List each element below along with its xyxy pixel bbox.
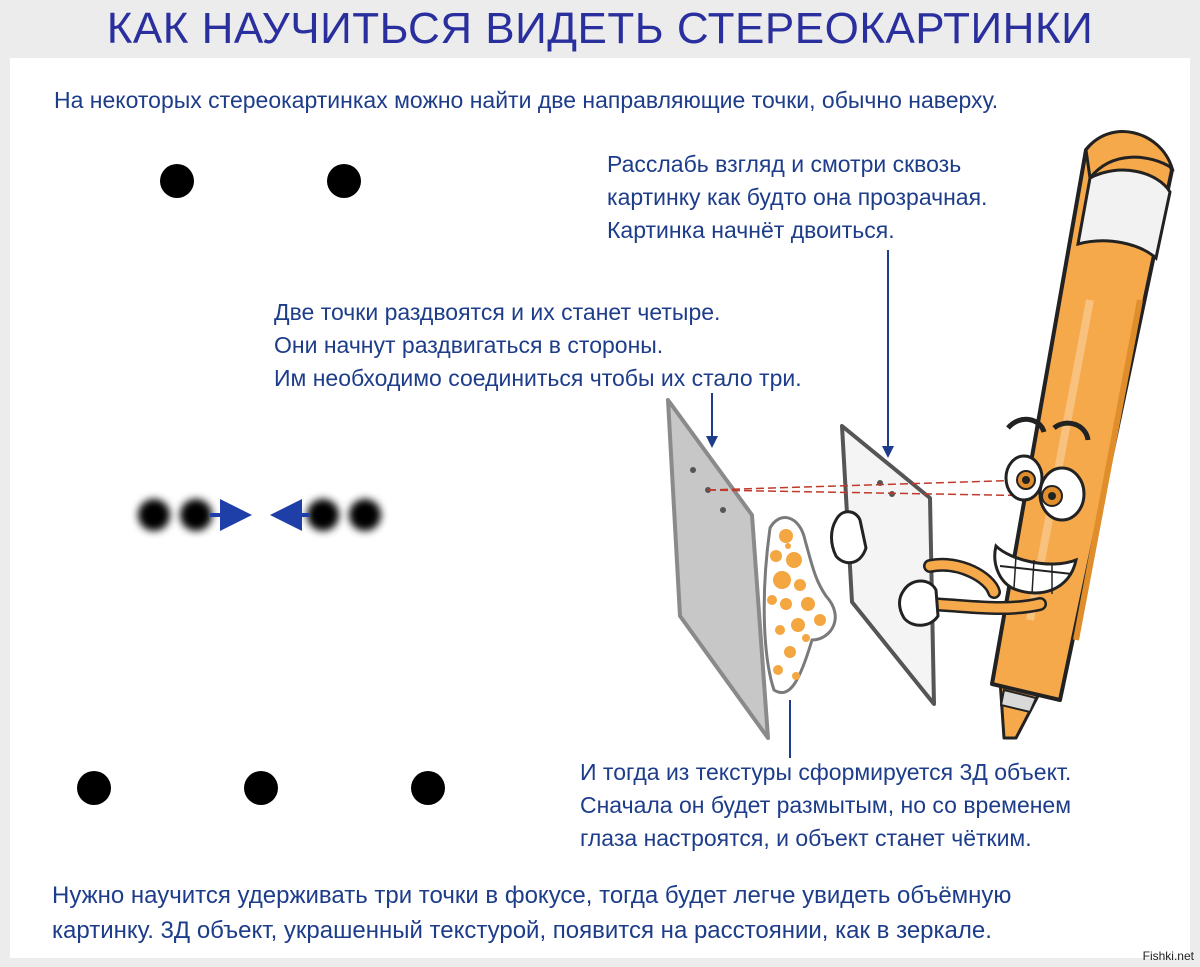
focused-dot-3 — [411, 771, 445, 805]
object-instruction — [580, 756, 1071, 855]
guide-dot-left — [160, 164, 194, 198]
conclusion-text — [52, 878, 1011, 948]
watermark: Fishki.net — [1142, 949, 1194, 963]
focused-dot-1 — [77, 771, 111, 805]
object-line-2: Сначала он будет размытым, но со временем — [580, 792, 1072, 818]
dots-line-2: Они начнут раздвигаться в стороны. — [274, 332, 664, 358]
blurred-dot-2 — [180, 499, 212, 531]
dots-instruction — [274, 296, 802, 395]
conclusion-line-1: Нужно научится удерживать три точки в фокусе, тогда будет легче увидеть объёмную — [52, 882, 1012, 909]
conclusion-line-2: картинку. 3Д объект, украшенный текстурой, появится на расстоянии, как в зеркале. — [52, 917, 992, 944]
dots-line-3: Им необходимо соединиться чтобы их стало три. — [274, 365, 802, 391]
page-title: КАК НАУЧИТЬСЯ ВИДЕТЬ СТЕРЕОКАРТИНКИ — [106, 4, 1094, 53]
intro-text: На некоторых стереокартинках можно найти две направляющие точки, обычно наверху. — [54, 87, 999, 113]
blurred-dot-4 — [349, 499, 381, 531]
relax-line-3: Картинка начнёт двоиться. — [607, 217, 895, 243]
object-line-1: И тогда из текстуры сформируется 3Д объект. — [580, 759, 1072, 785]
blurred-dot-1 — [138, 499, 170, 531]
focused-dot-2 — [244, 771, 278, 805]
guide-dot-right — [327, 164, 361, 198]
relax-line-2: картинку как будто она прозрачная. — [607, 184, 988, 210]
object-line-3: глаза настроятся, и объект станет чётким. — [580, 825, 1032, 851]
relax-instruction — [607, 148, 987, 247]
blurred-dot-3 — [307, 499, 339, 531]
dots-line-1: Две точки раздвоятся и их станет четыре. — [274, 299, 721, 325]
relax-line-1: Расслабь взгляд и смотри сквозь — [607, 151, 962, 177]
